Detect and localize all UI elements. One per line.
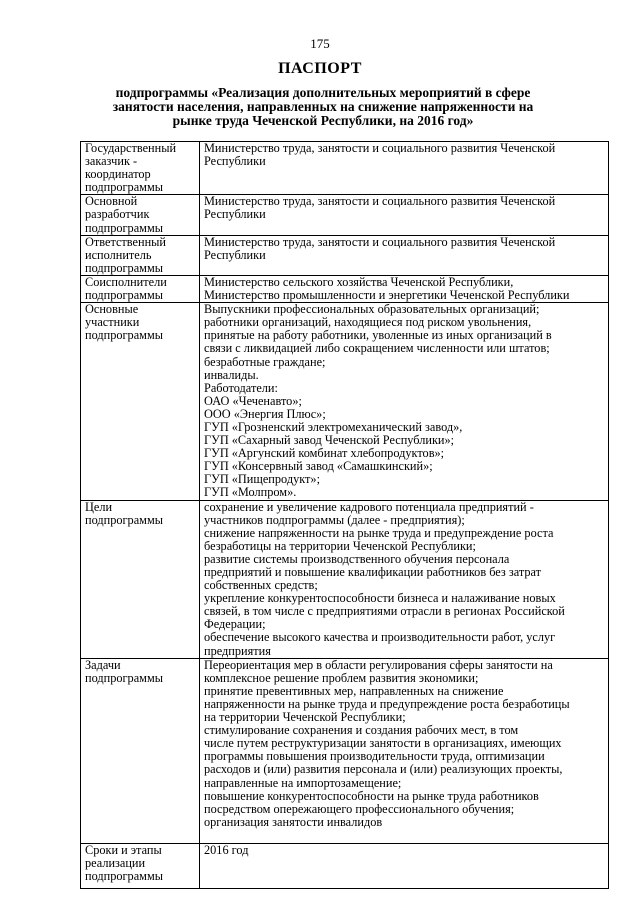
row-value-line: повышение конкурентоспособности на рынке труда работников	[204, 788, 539, 803]
row-value-line: программы повышения производительности труда, оптимизации	[204, 749, 545, 764]
passport-table	[80, 141, 609, 889]
row-value-line: снижение напряженности на рынке труда и предупреждение роста	[204, 525, 554, 540]
row-value-line: безработицы на территории Чеченской Республики;	[204, 538, 476, 553]
row-value-line: ОАО «Чеченавто»;	[204, 393, 302, 408]
row-value-line: Министерство промышленности и энергетики Чеченской Республики	[204, 288, 570, 303]
page-number: 175	[310, 36, 330, 51]
row-label	[81, 843, 200, 888]
passport-row	[81, 500, 609, 658]
row-label	[81, 500, 200, 658]
passport-row	[81, 275, 609, 302]
row-value	[200, 142, 609, 195]
row-label-line: подпрограммы	[85, 180, 163, 195]
row-value-line: ГУП «Сахарный завод Чеченской Республики»;	[204, 433, 455, 448]
row-value-line: связи с ликвидацией либо сокращением численности или штатов;	[204, 341, 550, 356]
row-label-line: заказчик -	[85, 154, 138, 169]
row-label-line: подпрограммы	[85, 512, 163, 527]
row-value-line: развитие системы производственного обучения персонала	[204, 551, 510, 566]
row-value	[200, 303, 609, 500]
row-value-line: Республики	[204, 154, 266, 169]
row-value-line: принятые на работу работники, уволенные из иных организаций в	[204, 328, 552, 343]
row-value	[200, 235, 609, 275]
row-value-line: ООО «Энергия Плюс»;	[204, 406, 326, 421]
row-value-line: организация занятости инвалидов	[204, 814, 383, 829]
row-label-line: Задачи	[85, 657, 121, 672]
row-value-line: Работодатели:	[204, 380, 278, 395]
row-value-line: стимулирование сохранения и создания рабочих мест, в том	[204, 723, 519, 738]
row-value-line: ГУП «Пищепродукт»;	[204, 472, 320, 487]
row-value-line: Министерство труда, занятости и социального развития Чеченской	[204, 194, 556, 209]
row-value-line: ГУП «Грозненский электромеханический завод»,	[204, 419, 463, 434]
row-label-line: подпрограммы	[85, 869, 163, 884]
row-value-line: числе путем реструктуризации занятости в организациях, имеющих	[204, 736, 562, 751]
row-value-line: предприятия	[204, 643, 271, 658]
document-subtitle	[88, 86, 558, 128]
passport-row	[81, 195, 609, 235]
row-value-line: обеспечение высокого качества и производительности работ, услуг	[204, 630, 556, 645]
document-title: ПАСПОРТ	[278, 60, 362, 77]
row-value-line: расходов и (или) развития персонала и (или) реализующих проекты,	[204, 762, 563, 777]
row-value-line: Переориентация мер в области регулирования сферы занятости на	[204, 657, 553, 672]
row-value-line: связей, в том числе с предприятиями отрасли в регионах Российской	[204, 604, 565, 619]
subtitle-line: рынке труда Чеченской Республики, на 2016 год»	[172, 113, 474, 128]
row-label-line: участники	[85, 315, 140, 330]
row-label-line: Основной	[85, 194, 138, 209]
row-label-line: подпрограммы	[85, 670, 163, 685]
row-label-line: Ответственный	[85, 234, 166, 249]
subtitle-line: подпрограммы «Реализация дополнительных мероприятий в сфере	[115, 85, 531, 100]
row-label-line: подпрограммы	[85, 288, 163, 303]
row-value-line: комплексное решение проблем развития экономики;	[204, 670, 479, 685]
row-value	[200, 500, 609, 658]
row-label	[81, 195, 200, 235]
row-value-line: принятие превентивных мер, направленных на снижение	[204, 683, 504, 698]
row-label-line: исполнитель	[85, 247, 152, 262]
row-label-line: реализации	[85, 855, 146, 870]
row-value-line: безработные граждане;	[204, 354, 326, 369]
row-label-line: Сроки и этапы	[85, 842, 162, 857]
row-value-line: участников подпрограммы (далее - предприятия);	[204, 512, 465, 527]
row-value	[200, 275, 609, 302]
subtitle-line: занятости населения, направленных на снижение напряженности на	[112, 99, 534, 114]
row-value	[200, 843, 609, 888]
row-value-line: посредством опережающего профессионального обучения;	[204, 801, 515, 816]
row-value-line: направленные на импортозамещение;	[204, 775, 402, 790]
row-value-line: 2016 год	[204, 842, 249, 857]
row-label-line: Основные	[85, 302, 139, 317]
row-label-line: подпрограммы	[85, 328, 163, 343]
row-label-line: подпрограммы	[85, 220, 163, 235]
passport-row	[81, 235, 609, 275]
row-value-line: Выпускники профессиональных образовательных организаций;	[204, 302, 540, 317]
row-value-line: укрепление конкурентоспособности бизнеса и налаживание новых	[204, 591, 556, 606]
row-value-line: инвалиды.	[204, 367, 259, 382]
row-label	[81, 658, 200, 843]
row-value	[200, 195, 609, 235]
row-label-line: координатор	[85, 167, 151, 182]
passport-row	[81, 843, 609, 888]
row-label-line: подпрограммы	[85, 260, 163, 275]
row-value-line: Республики	[204, 207, 266, 222]
row-value-line: ГУП «Консервный завод «Самашкинский»;	[204, 459, 433, 474]
row-value	[200, 658, 609, 843]
row-value-line: Министерство труда, занятости и социального развития Чеченской	[204, 141, 556, 155]
row-value-line: собственных средств;	[204, 578, 318, 593]
row-label-line: разработчик	[85, 207, 150, 222]
row-value-line: сохранение и увеличение кадрового потенциала предприятий -	[204, 499, 534, 514]
row-value-line: Федерации;	[204, 617, 266, 632]
row-value-line: работники организаций, находящиеся под риском увольнения,	[204, 315, 532, 330]
row-label	[81, 303, 200, 500]
passport-row	[81, 658, 609, 843]
row-label-line: Государственный	[85, 141, 177, 155]
passport-table-body	[81, 142, 609, 889]
row-label-line: Соисполнители	[85, 274, 167, 289]
row-value-line: Министерство сельского хозяйства Чеченской Республики,	[204, 274, 514, 289]
passport-row	[81, 303, 609, 500]
row-value-line: предприятий и повышение квалификации работников без затрат	[204, 565, 542, 579]
row-value-line: Республики	[204, 247, 266, 262]
row-value-line: на территории Чеченской Республики;	[204, 710, 406, 725]
row-label	[81, 235, 200, 275]
passport-row	[81, 142, 609, 195]
row-value-line: Министерство труда, занятости и социального развития Чеченской	[204, 234, 556, 249]
row-value-line: ГУП «Аргунский комбинат хлебопродуктов»;	[204, 446, 445, 461]
row-label	[81, 275, 200, 302]
row-value-line: напряженности на рынке труда и предупреждение роста безработицы	[204, 696, 570, 711]
row-label-line: Цели	[85, 499, 113, 514]
row-value-line: ГУП «Молпром».	[204, 485, 297, 500]
row-label	[81, 142, 200, 195]
